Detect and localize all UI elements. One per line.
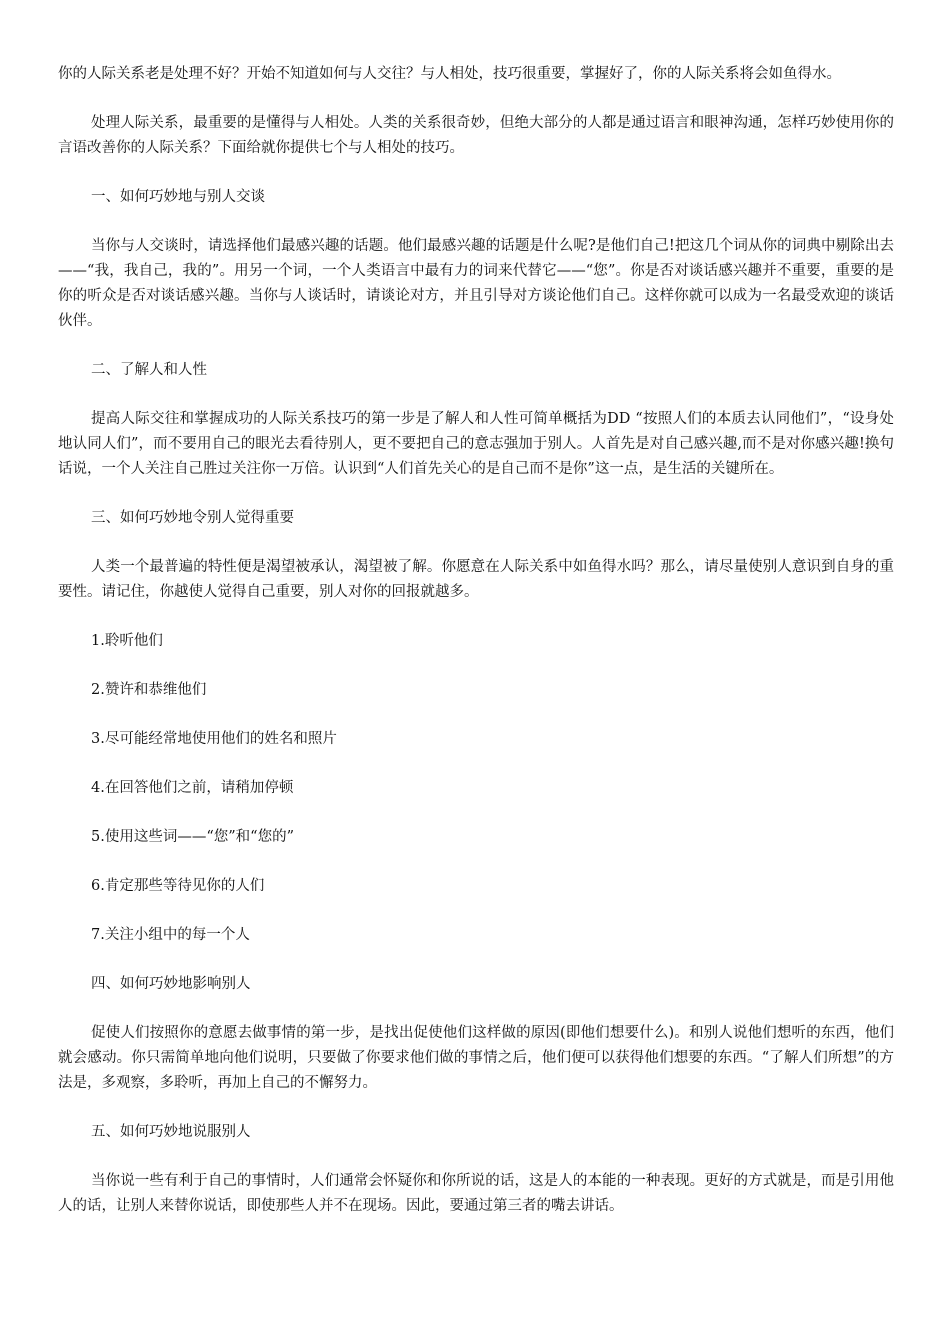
- list-item: 2.赞许和恭维他们: [91, 682, 207, 698]
- paragraph: 当你说一些有利于自己的事情时，人们通常会怀疑你和你所说的话，这是人的本能的一种表现。更好的方式就是，而是引用他人的话，让别人来替你说话，即使那些人并不在现场。因此，要通过第三者的嘴去讲话。: [58, 1173, 894, 1214]
- list-item: 4.在回答他们之前，请稍加停顿: [91, 780, 294, 796]
- paragraph: 促使人们按照你的意愿去做事情的第一步，是找出促使他们这样做的原因(即他们想要什么)。和别人说他们想听的东西，他们就会感动。你只需简单地向他们说明，只要做了你要求他们做的事情之后，他们便可以获得他们想要的东西。“了解人们所想”的方法是，多观察，多聆听，再加上自己的不懈努力。: [58, 1025, 894, 1091]
- list-item: 5.使用这些词——“您”和“您的”: [91, 829, 294, 845]
- paragraph: 当你与人交谈时，请选择他们最感兴趣的话题。他们最感兴趣的话题是什么呢?是他们自己!把这几个词从你的词典中剔除出去——“我，我自己，我的”。用另一个词，一个人类语言中最有力的词来代替它——“您”。你是否对谈话感兴趣并不重要，重要的是你的听众是否对谈话感兴趣。当你与人谈话时，请谈论对方，并且引导对方谈论他们自己。这样你就可以成为一名最受欢迎的谈话伙伴。: [58, 238, 894, 329]
- list-item: 1.聆听他们: [91, 633, 163, 649]
- section-heading: 五、如何巧妙地说服别人: [91, 1124, 251, 1140]
- section-heading: 四、如何巧妙地影响别人: [91, 976, 251, 992]
- paragraph: 人类一个最普遍的特性便是渴望被承认，渴望被了解。你愿意在人际关系中如鱼得水吗？那么，请尽量使别人意识到自身的重要性。请记住，你越使人觉得自己重要，别人对你的回报就越多。: [58, 559, 894, 600]
- paragraph: 提高人际交往和掌握成功的人际关系技巧的第一步是了解人和人性可简单概括为DD “按照人们的本质去认同他们”，“设身处地认同人们”，而不要用自己的眼光去看待别人，更不要把自己的意志强加于别人。人首先是对自己感兴趣,而不是对你感兴趣!换句话说，一个人关注自己胜过关注你一万倍。认识到“人们首先关心的是自己而不是你”这一点，是生活的关键所在。: [58, 411, 894, 477]
- paragraph: 处理人际关系，最重要的是懂得与人相处。人类的关系很奇妙，但绝大部分的人都是通过语言和眼神沟通，怎样巧妙使用你的言语改善你的人际关系？下面给就你提供七个与人相处的技巧。: [58, 115, 894, 156]
- list-item: 3.尽可能经常地使用他们的姓名和照片: [91, 731, 337, 747]
- list-item: 6.肯定那些等待见你的人们: [91, 878, 265, 894]
- section-heading: 一、如何巧妙地与别人交谈: [91, 189, 265, 205]
- list-item: 7.关注小组中的每一个人: [91, 927, 250, 943]
- section-heading: 二、了解人和人性: [91, 362, 207, 378]
- intro-paragraph: 你的人际关系老是处理不好？开始不知道如何与人交往？与人相处，技巧很重要，掌握好了，你的人际关系将会如鱼得水。: [58, 66, 841, 82]
- document-page: [58, 62, 894, 1219]
- section-heading: 三、如何巧妙地令别人觉得重要: [91, 510, 294, 526]
